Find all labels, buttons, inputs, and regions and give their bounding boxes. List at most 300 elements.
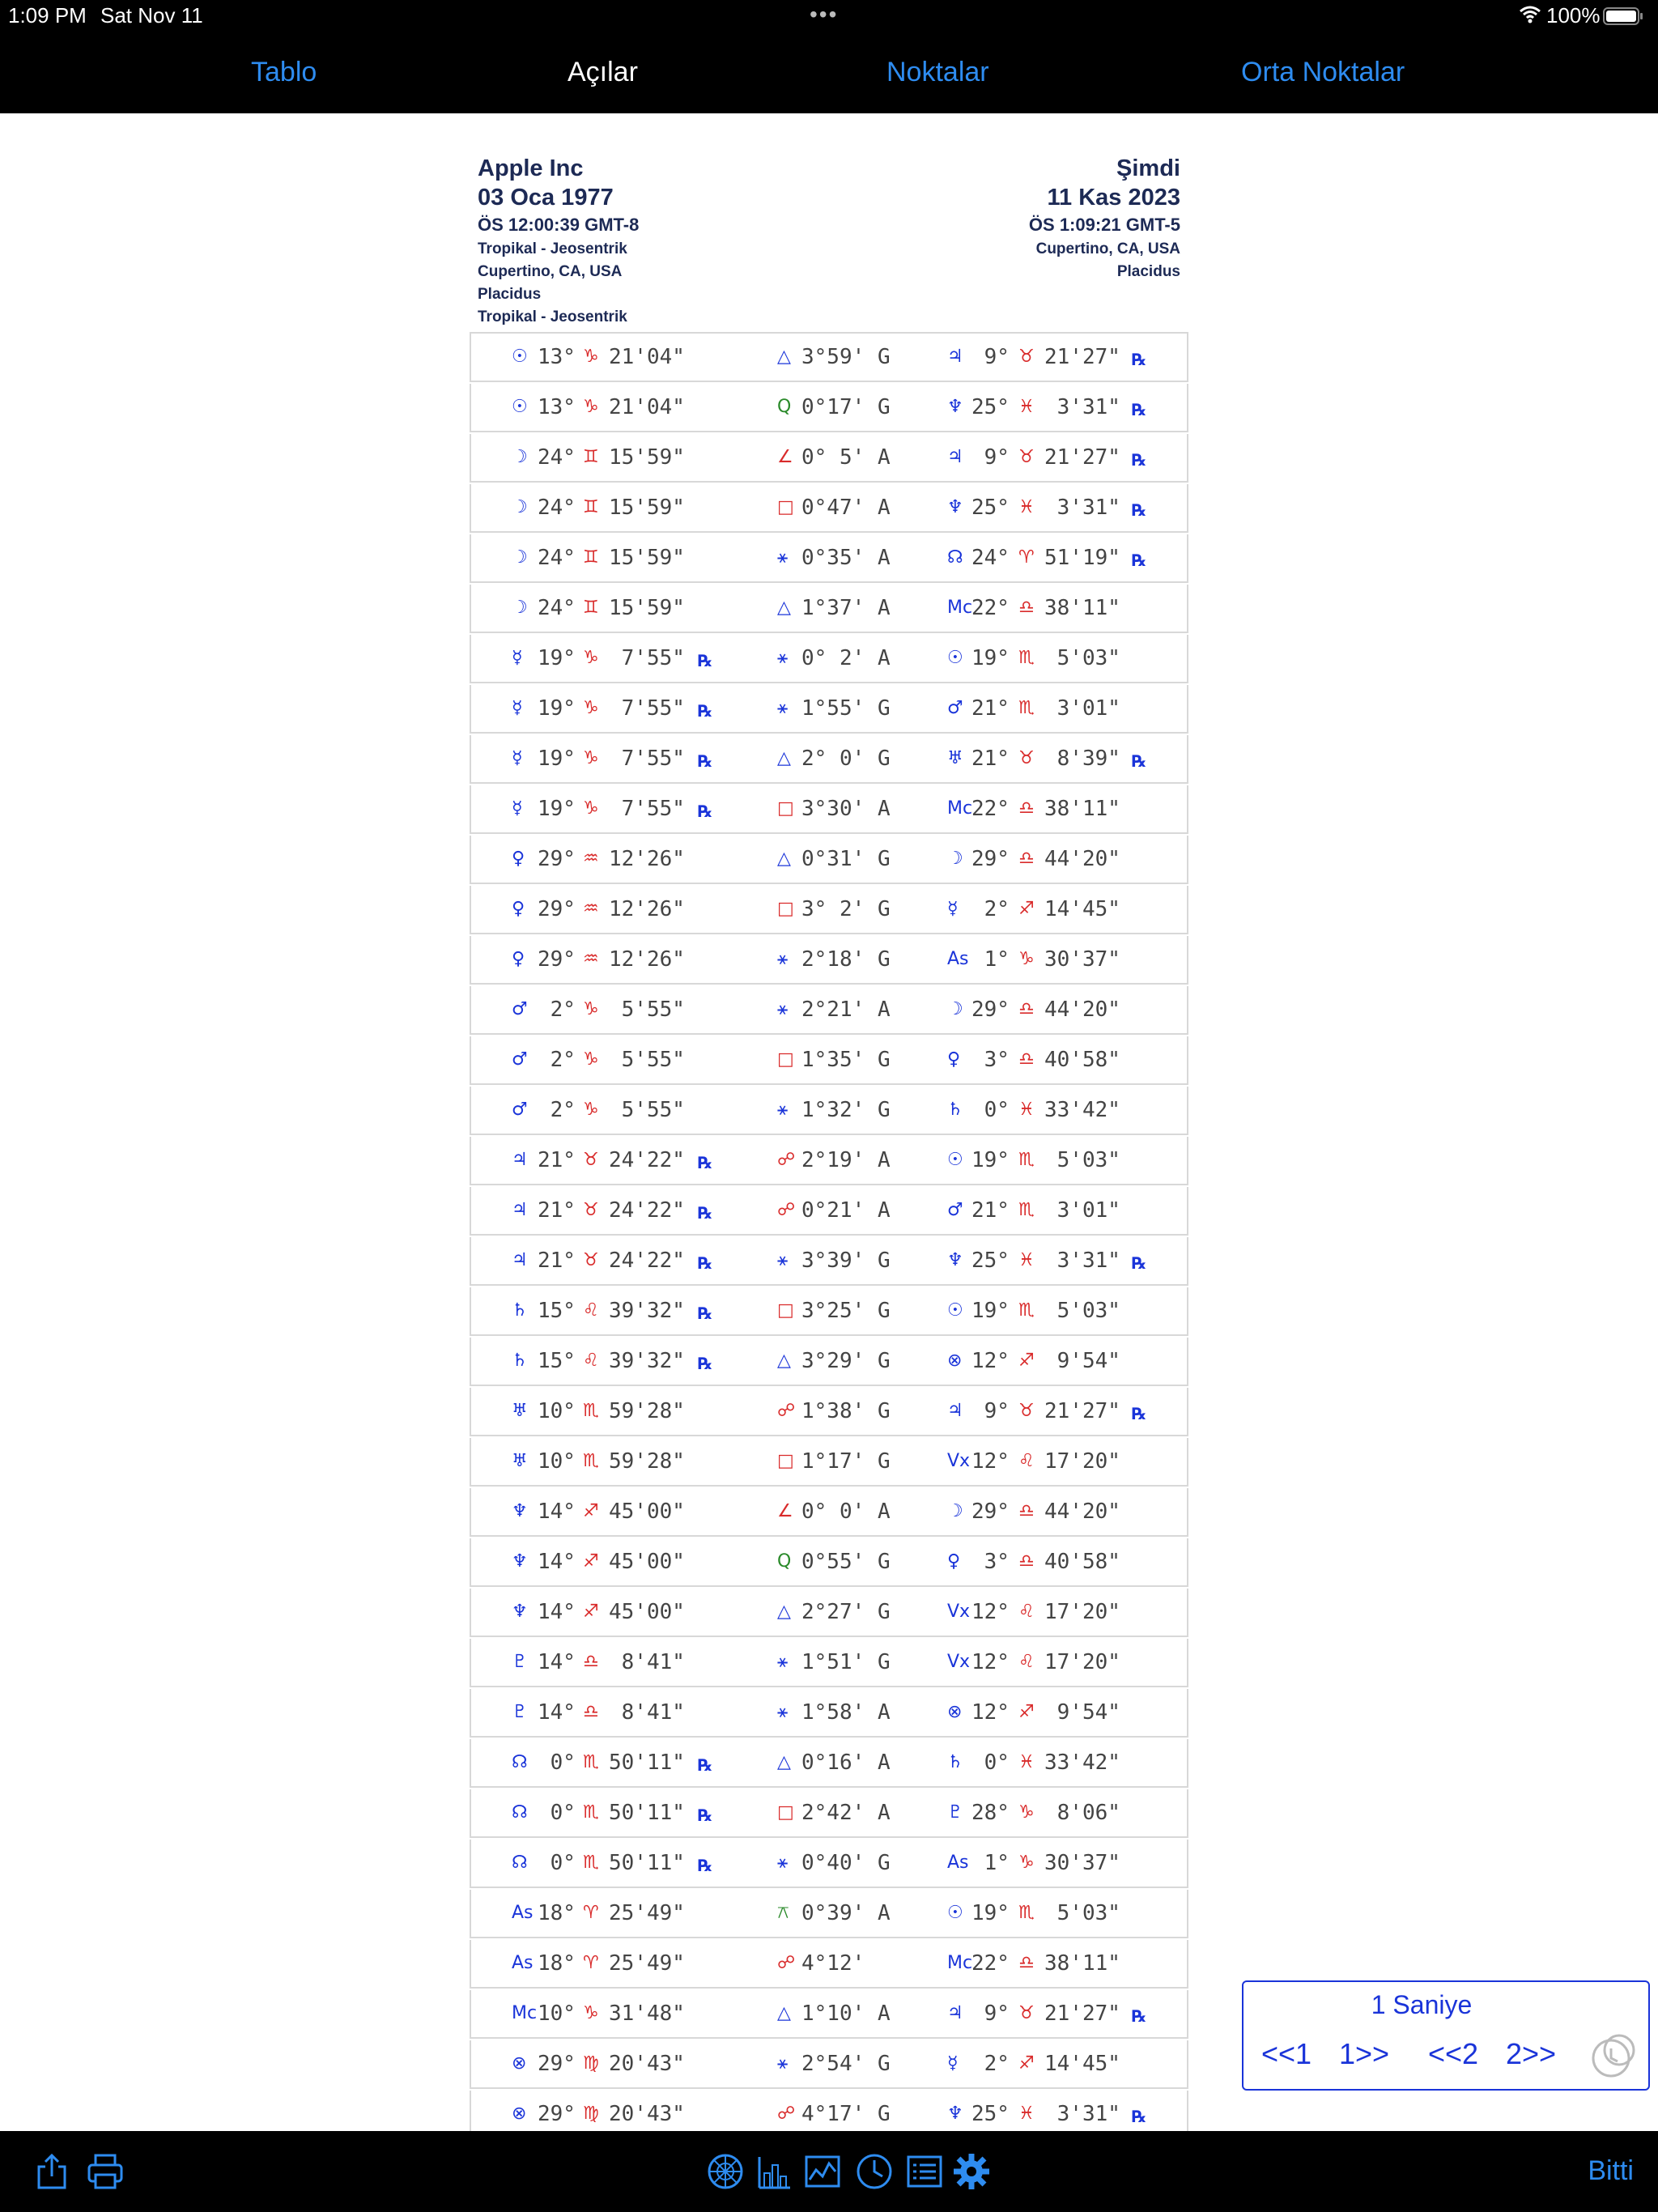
natal-minutes: 21'04" <box>609 345 685 369</box>
transit-minutes: 38'11" <box>1044 797 1120 821</box>
aspect-orb: 0°39' <box>801 1901 865 1925</box>
natal-sign-glyph: ♊ <box>583 547 599 568</box>
transit-minutes: 5'03" <box>1044 1901 1120 1925</box>
natal-sign-glyph: ♏ <box>583 1853 599 1873</box>
transit-sign-glyph: ♎ <box>1018 1551 1035 1572</box>
natal-degree: 29° <box>538 897 576 921</box>
aspect-row[interactable] <box>470 735 1188 784</box>
aspect-glyph: △ <box>777 598 791 618</box>
natal-planet-glyph: ⊗ <box>512 2053 527 2074</box>
transit-sign-glyph: ♉ <box>1018 447 1035 467</box>
transit-minutes: 30'37" <box>1044 1851 1120 1875</box>
natal-planet-glyph: ♆ <box>512 1501 528 1521</box>
transit-sign-glyph: ♓ <box>1018 1250 1035 1270</box>
share-icon[interactable] <box>32 2152 71 2191</box>
settings-gear-icon[interactable] <box>952 2152 991 2191</box>
aspect-row[interactable] <box>470 1237 1188 1286</box>
aspect-row[interactable] <box>470 1488 1188 1537</box>
transit-minutes: 17'20" <box>1044 1600 1120 1624</box>
aspect-table[interactable] <box>470 332 1188 2191</box>
aspect-glyph: ⚹ <box>777 648 789 668</box>
aspect-orb: 0°47' <box>801 496 865 520</box>
natal-sign-glyph: ♍ <box>583 2053 599 2074</box>
transit-sign-glyph: ♌ <box>1018 1602 1035 1622</box>
natal-minutes: 15'59" <box>609 496 685 520</box>
aspect-row[interactable] <box>470 986 1188 1035</box>
transit-sign-glyph: ♐ <box>1018 2053 1035 2074</box>
aspect-row[interactable] <box>470 1338 1188 1386</box>
transit-sign-glyph: ♉ <box>1018 1401 1035 1421</box>
aspect-applying-flag: G <box>878 395 891 419</box>
print-icon[interactable] <box>86 2152 125 2191</box>
natal-minutes: 21'04" <box>609 395 685 419</box>
natal-sign-glyph: ♉ <box>583 1200 599 1220</box>
aspect-row[interactable] <box>470 1388 1188 1436</box>
aspect-applying-flag: A <box>878 2001 891 2026</box>
natal-retrograde-mark: ℞ <box>698 1755 712 1775</box>
natal-retrograde-mark: ℞ <box>698 1806 712 1825</box>
time-step-label: 1 Saniye <box>1371 1990 1473 2019</box>
transit-sign-glyph: ♐ <box>1018 1702 1035 1722</box>
transit-degree: 9° <box>971 1399 1010 1423</box>
aspect-applying-flag: A <box>878 445 891 470</box>
transit-planet-glyph: Mc <box>947 598 973 618</box>
transit-sign-glyph: ♐ <box>1018 899 1035 919</box>
transit-sign-glyph: ♎ <box>1018 798 1035 819</box>
aspect-glyph: ⚹ <box>777 1702 789 1722</box>
transit-sign-glyph: ♑ <box>1018 949 1035 969</box>
natal-degree: 19° <box>538 797 576 821</box>
transit-retrograde-mark: ℞ <box>1132 2107 1146 2126</box>
wheel-chart-icon[interactable] <box>706 2152 745 2191</box>
natal-degree: 14° <box>538 1499 576 1524</box>
aspect-row[interactable] <box>470 1789 1188 1838</box>
transit-minutes: 21'27" <box>1044 2001 1120 2026</box>
aspect-orb: 1°17' <box>801 1449 865 1474</box>
step-forward-1-button[interactable]: 1>> <box>1339 2037 1390 2070</box>
natal-degree: 19° <box>538 646 576 670</box>
transit-degree: 12° <box>971 1349 1010 1373</box>
natal-retrograde-mark: ℞ <box>698 1253 712 1273</box>
transit-minutes: 8'39" <box>1044 747 1120 771</box>
transit-sign-glyph: ♉ <box>1018 748 1035 768</box>
transit-minutes: 3'31" <box>1044 1249 1120 1273</box>
transit-planet-glyph: ☊ <box>947 547 963 568</box>
natal-planet-glyph: ☽ <box>512 497 528 517</box>
aspect-applying-flag: A <box>878 1148 891 1172</box>
transit-sign-glyph: ♑ <box>1018 1802 1035 1823</box>
natal-minutes: 59'28" <box>609 1399 685 1423</box>
transit-degree: 0° <box>971 1750 1010 1775</box>
transit-sign-glyph: ♎ <box>1018 999 1035 1019</box>
natal-planet-glyph: ♃ <box>512 1150 528 1170</box>
aspect-glyph: △ <box>777 2003 791 2023</box>
aspect-applying-flag: G <box>878 897 891 921</box>
natal-planet-glyph: ♅ <box>512 1451 528 1471</box>
natal-planet-glyph: ♀ <box>512 949 525 969</box>
battery-percent: 100% <box>1546 3 1601 28</box>
aspect-row[interactable] <box>470 685 1188 734</box>
natal-degree: 21° <box>538 1198 576 1223</box>
natal-degree: 24° <box>538 445 576 470</box>
aspect-applying-flag: A <box>878 1901 891 1925</box>
chart-left-date: 03 Oca 1977 <box>478 185 614 211</box>
natal-degree: 2° <box>538 998 576 1022</box>
aspect-row[interactable] <box>470 886 1188 934</box>
natal-sign-glyph: ♊ <box>583 598 599 618</box>
natal-minutes: 15'59" <box>609 546 685 570</box>
natal-planet-glyph: ♂ <box>512 1049 528 1070</box>
aspect-orb: 0°55' <box>801 1550 865 1574</box>
transit-degree: 22° <box>971 596 1010 620</box>
aspect-row[interactable] <box>470 1589 1188 1637</box>
natal-minutes: 5'55" <box>609 1098 685 1122</box>
aspect-row[interactable] <box>470 434 1188 483</box>
transit-degree: 19° <box>971 1299 1010 1323</box>
natal-sign-glyph: ♑ <box>583 748 599 768</box>
natal-planet-glyph: ☿ <box>512 798 523 819</box>
transit-minutes: 30'37" <box>1044 947 1120 972</box>
transit-planet-glyph: As <box>947 1853 969 1873</box>
aspect-glyph: △ <box>777 1752 791 1772</box>
aspect-row[interactable] <box>470 1538 1188 1587</box>
transit-planet-glyph: As <box>947 949 969 969</box>
transit-minutes: 3'31" <box>1044 395 1120 419</box>
natal-planet-glyph: ☊ <box>512 1752 528 1772</box>
natal-degree: 29° <box>538 2102 576 2126</box>
aspect-orb: 1°55' <box>801 696 865 721</box>
transit-degree: 19° <box>971 1901 1010 1925</box>
bottom-toolbar <box>0 2131 1658 2212</box>
transit-minutes: 5'03" <box>1044 1299 1120 1323</box>
list-icon[interactable] <box>905 2152 944 2191</box>
transit-minutes: 21'27" <box>1044 1399 1120 1423</box>
natal-minutes: 50'11" <box>609 1851 685 1875</box>
done-button[interactable]: Bitti <box>1588 2155 1634 2186</box>
natal-minutes: 8'41" <box>609 1700 685 1725</box>
aspect-applying-flag: G <box>878 1600 891 1624</box>
natal-minutes: 24'22" <box>609 1148 685 1172</box>
aspect-glyph: ⚻ <box>777 1903 789 1923</box>
aspect-row[interactable] <box>470 1689 1188 1738</box>
aspect-row[interactable] <box>470 2040 1188 2089</box>
tab-tablo[interactable]: Tablo <box>251 57 317 87</box>
aspect-orb: 0°35' <box>801 546 865 570</box>
transit-minutes: 14'45" <box>1044 897 1120 921</box>
natal-degree: 10° <box>538 1449 576 1474</box>
aspect-applying-flag: A <box>878 797 891 821</box>
natal-minutes: 50'11" <box>609 1801 685 1825</box>
aspect-row[interactable] <box>470 635 1188 683</box>
transit-minutes: 40'58" <box>1044 1048 1120 1072</box>
transit-degree: 2° <box>971 2052 1010 2076</box>
natal-minutes: 7'55" <box>609 696 685 721</box>
aspect-applying-flag: G <box>878 1299 891 1323</box>
transit-planet-glyph: Vx <box>947 1451 971 1471</box>
clock-icon[interactable] <box>855 2152 894 2191</box>
transit-degree: 12° <box>971 1600 1010 1624</box>
transit-degree: 3° <box>971 1048 1010 1072</box>
transit-sign-glyph: ♏ <box>1018 1300 1035 1321</box>
aspect-glyph: □ <box>777 1049 794 1070</box>
transit-degree: 19° <box>971 646 1010 670</box>
aspect-row[interactable] <box>470 836 1188 884</box>
aspect-row[interactable] <box>470 1087 1188 1135</box>
transit-minutes: 9'54" <box>1044 1349 1120 1373</box>
aspect-row[interactable] <box>470 585 1188 633</box>
natal-sign-glyph: ♈ <box>583 1903 599 1923</box>
aspect-row[interactable] <box>470 1840 1188 1888</box>
aspect-glyph: ∠ <box>777 447 793 467</box>
transit-minutes: 33'42" <box>1044 1098 1120 1122</box>
natal-retrograde-mark: ℞ <box>698 1153 712 1172</box>
natal-degree: 2° <box>538 1048 576 1072</box>
natal-degree: 0° <box>538 1851 576 1875</box>
transit-planet-glyph: ⊗ <box>947 1702 963 1722</box>
aspect-glyph: ⚹ <box>777 1652 789 1672</box>
natal-planet-glyph: ♀ <box>512 899 525 919</box>
aspect-row[interactable] <box>470 1137 1188 1185</box>
step-back-2-button[interactable]: <<2 <box>1428 2037 1479 2070</box>
natal-minutes: 8'41" <box>609 1650 685 1674</box>
transit-minutes: 17'20" <box>1044 1449 1120 1474</box>
aspect-orb: 0°21' <box>801 1198 865 1223</box>
natal-planet-glyph: ☉ <box>512 347 528 367</box>
transit-sign-glyph: ♏ <box>1018 1903 1035 1923</box>
transit-sign-glyph: ♎ <box>1018 849 1035 869</box>
natal-minutes: 7'55" <box>609 747 685 771</box>
aspect-orb: 2°27' <box>801 1600 865 1624</box>
transit-sign-glyph: ♓ <box>1018 1752 1035 1772</box>
aspect-glyph: ⚹ <box>777 1250 789 1270</box>
multitasking-dots-icon[interactable]: ••• <box>810 2 839 27</box>
natal-degree: 24° <box>538 596 576 620</box>
transit-planet-glyph: ♀ <box>947 1551 961 1572</box>
chart-right-name: Şimdi <box>1116 155 1180 181</box>
transit-sign-glyph: ♓ <box>1018 2104 1035 2124</box>
aspect-applying-flag: G <box>878 345 891 369</box>
natal-degree: 15° <box>538 1349 576 1373</box>
aspect-orb: 0°17' <box>801 395 865 419</box>
natal-sign-glyph: ♑ <box>583 798 599 819</box>
natal-sign-glyph: ♏ <box>583 1752 599 1772</box>
natal-degree: 19° <box>538 696 576 721</box>
aspect-glyph: Q <box>777 397 792 417</box>
chart-right-time: ÖS 1:09:21 GMT-5 <box>1028 215 1180 235</box>
aspect-orb: 3°25' <box>801 1299 865 1323</box>
transit-retrograde-mark: ℞ <box>1132 551 1146 570</box>
aspect-row[interactable] <box>470 1036 1188 1085</box>
aspect-glyph: □ <box>777 497 794 517</box>
aspect-row[interactable] <box>470 384 1188 432</box>
tab-noktalar[interactable]: Noktalar <box>886 57 989 87</box>
aspect-applying-flag: A <box>878 1750 891 1775</box>
natal-planet-glyph: ☿ <box>512 648 523 668</box>
natal-sign-glyph: ♑ <box>583 648 599 668</box>
natal-sign-glyph: ♑ <box>583 1049 599 1070</box>
transit-planet-glyph: ☿ <box>947 899 959 919</box>
transit-minutes: 44'20" <box>1044 1499 1120 1524</box>
natal-minutes: 25'49" <box>609 1901 685 1925</box>
natal-sign-glyph: ♉ <box>583 1250 599 1270</box>
natal-degree: 29° <box>538 2052 576 2076</box>
natal-planet-glyph: As <box>512 1953 534 1973</box>
transit-degree: 9° <box>971 345 1010 369</box>
natal-degree: 10° <box>538 1399 576 1423</box>
tab-acilar[interactable]: Açılar <box>568 57 638 87</box>
aspect-orb: 1°10' <box>801 2001 865 2026</box>
aspect-row[interactable] <box>470 1990 1188 2039</box>
transit-planet-glyph: ♄ <box>947 1100 963 1120</box>
natal-minutes: 39'32" <box>609 1349 685 1373</box>
bar-chart-icon[interactable] <box>755 2152 793 2191</box>
aspect-applying-flag: A <box>878 1801 891 1825</box>
natal-planet-glyph: ☿ <box>512 748 523 768</box>
natal-planet-glyph: ♆ <box>512 1602 528 1622</box>
transit-minutes: 38'11" <box>1044 1951 1120 1976</box>
aspect-row[interactable] <box>470 1287 1188 1336</box>
aspect-glyph: Q <box>777 1551 792 1572</box>
step-forward-2-button[interactable]: 2>> <box>1506 2037 1557 2070</box>
natal-degree: 2° <box>538 1098 576 1122</box>
aspect-applying-flag: G <box>878 1449 891 1474</box>
aspect-orb: 2°54' <box>801 2052 865 2076</box>
natal-degree: 15° <box>538 1299 576 1323</box>
transit-degree: 19° <box>971 1148 1010 1172</box>
transit-minutes: 3'01" <box>1044 696 1120 721</box>
natal-planet-glyph: ☊ <box>512 1802 528 1823</box>
aspect-glyph: ☍ <box>777 1953 796 1973</box>
natal-sign-glyph: ♒ <box>583 899 599 919</box>
aspect-glyph: ⚹ <box>777 949 789 969</box>
aspect-orb: 3°59' <box>801 345 865 369</box>
transit-degree: 21° <box>971 1198 1010 1223</box>
natal-planet-glyph: As <box>512 1903 534 1923</box>
time-reset-icon[interactable] <box>1587 2029 1640 2082</box>
aspect-row[interactable] <box>470 334 1188 382</box>
line-graph-icon[interactable] <box>803 2152 842 2191</box>
transit-degree: 24° <box>971 546 1010 570</box>
chart-left-house: Placidus <box>478 286 542 303</box>
transit-minutes: 9'54" <box>1044 1700 1120 1725</box>
natal-minutes: 5'55" <box>609 998 685 1022</box>
aspect-orb: 2°18' <box>801 947 865 972</box>
transit-minutes: 3'01" <box>1044 1198 1120 1223</box>
aspect-orb: 0° 0' <box>801 1499 865 1524</box>
step-back-1-button[interactable]: <<1 <box>1261 2037 1312 2070</box>
transit-planet-glyph: ♃ <box>947 2003 963 2023</box>
transit-degree: 22° <box>971 797 1010 821</box>
transit-minutes: 33'42" <box>1044 1750 1120 1775</box>
aspect-orb: 3°30' <box>801 797 865 821</box>
natal-retrograde-mark: ℞ <box>698 1354 712 1373</box>
transit-retrograde-mark: ℞ <box>1132 450 1146 470</box>
aspect-row[interactable] <box>470 936 1188 985</box>
transit-planet-glyph: ☽ <box>947 849 963 869</box>
natal-sign-glyph: ♑ <box>583 2003 599 2023</box>
transit-planet-glyph: ♆ <box>947 397 963 417</box>
transit-degree: 3° <box>971 1550 1010 1574</box>
transit-sign-glyph: ♓ <box>1018 1100 1035 1120</box>
transit-planet-glyph: ☉ <box>947 1300 963 1321</box>
natal-minutes: 7'55" <box>609 797 685 821</box>
transit-degree: 25° <box>971 496 1010 520</box>
aspect-row[interactable] <box>470 1639 1188 1687</box>
natal-sign-glyph: ♊ <box>583 447 599 467</box>
aspect-orb: 2°19' <box>801 1148 865 1172</box>
natal-planet-glyph: ♄ <box>512 1351 528 1371</box>
transit-retrograde-mark: ℞ <box>1132 500 1146 520</box>
transit-retrograde-mark: ℞ <box>1132 350 1146 369</box>
transit-planet-glyph: ♇ <box>947 1802 963 1823</box>
transit-degree: 9° <box>971 2001 1010 2026</box>
aspect-row[interactable] <box>470 1438 1188 1487</box>
aspect-glyph: △ <box>777 1602 791 1622</box>
natal-minutes: 24'22" <box>609 1249 685 1273</box>
transit-degree: 25° <box>971 395 1010 419</box>
natal-sign-glyph: ♒ <box>583 949 599 969</box>
natal-planet-glyph: ♀ <box>512 849 525 869</box>
natal-degree: 18° <box>538 1951 576 1976</box>
transit-planet-glyph: ♀ <box>947 1049 961 1070</box>
aspect-orb: 1°58' <box>801 1700 865 1725</box>
transit-degree: 21° <box>971 696 1010 721</box>
aspect-glyph: □ <box>777 1300 794 1321</box>
natal-minutes: 5'55" <box>609 1048 685 1072</box>
aspect-row[interactable] <box>470 1890 1188 1938</box>
aspect-applying-flag: G <box>878 947 891 972</box>
natal-planet-glyph: ☽ <box>512 598 528 618</box>
natal-sign-glyph: ♎ <box>583 1702 599 1722</box>
natal-sign-glyph: ♍ <box>583 2104 599 2124</box>
transit-planet-glyph: ♄ <box>947 1752 963 1772</box>
aspect-row[interactable] <box>470 534 1188 583</box>
natal-chart-header <box>478 154 639 329</box>
aspect-glyph: ⚹ <box>777 547 789 568</box>
aspect-row[interactable] <box>470 484 1188 533</box>
aspect-orb: 1°51' <box>801 1650 865 1674</box>
aspect-row[interactable] <box>470 785 1188 834</box>
natal-degree: 14° <box>538 1650 576 1674</box>
transit-degree: 29° <box>971 1499 1010 1524</box>
transit-minutes: 21'27" <box>1044 345 1120 369</box>
natal-planet-glyph: ☽ <box>512 547 528 568</box>
tab-orta-noktalar[interactable]: Orta Noktalar <box>1241 57 1405 87</box>
transit-degree: 28° <box>971 1801 1010 1825</box>
natal-degree: 21° <box>538 1148 576 1172</box>
transit-sign-glyph: ♉ <box>1018 2003 1035 2023</box>
chart-left-location: Cupertino, CA, USA <box>478 263 623 280</box>
aspect-glyph: ⚹ <box>777 999 789 1019</box>
aspect-row[interactable] <box>470 1940 1188 1989</box>
natal-planet-glyph: ♂ <box>512 999 528 1019</box>
natal-minutes: 25'49" <box>609 1951 685 1976</box>
natal-degree: 14° <box>538 1700 576 1725</box>
transit-planet-glyph: ♃ <box>947 1401 963 1421</box>
aspect-applying-flag: G <box>878 1851 891 1875</box>
natal-minutes: 12'26" <box>609 847 685 871</box>
transit-minutes: 21'27" <box>1044 445 1120 470</box>
natal-minutes: 7'55" <box>609 646 685 670</box>
aspect-orb: 2°42' <box>801 1801 865 1825</box>
aspect-row[interactable] <box>470 1739 1188 1788</box>
aspect-applying-flag: A <box>878 596 891 620</box>
aspect-row[interactable] <box>470 1187 1188 1236</box>
natal-sign-glyph: ♑ <box>583 397 599 417</box>
natal-degree: 24° <box>538 496 576 520</box>
aspect-orb: 0°40' <box>801 1851 865 1875</box>
transit-sign-glyph: ♌ <box>1018 1652 1035 1672</box>
